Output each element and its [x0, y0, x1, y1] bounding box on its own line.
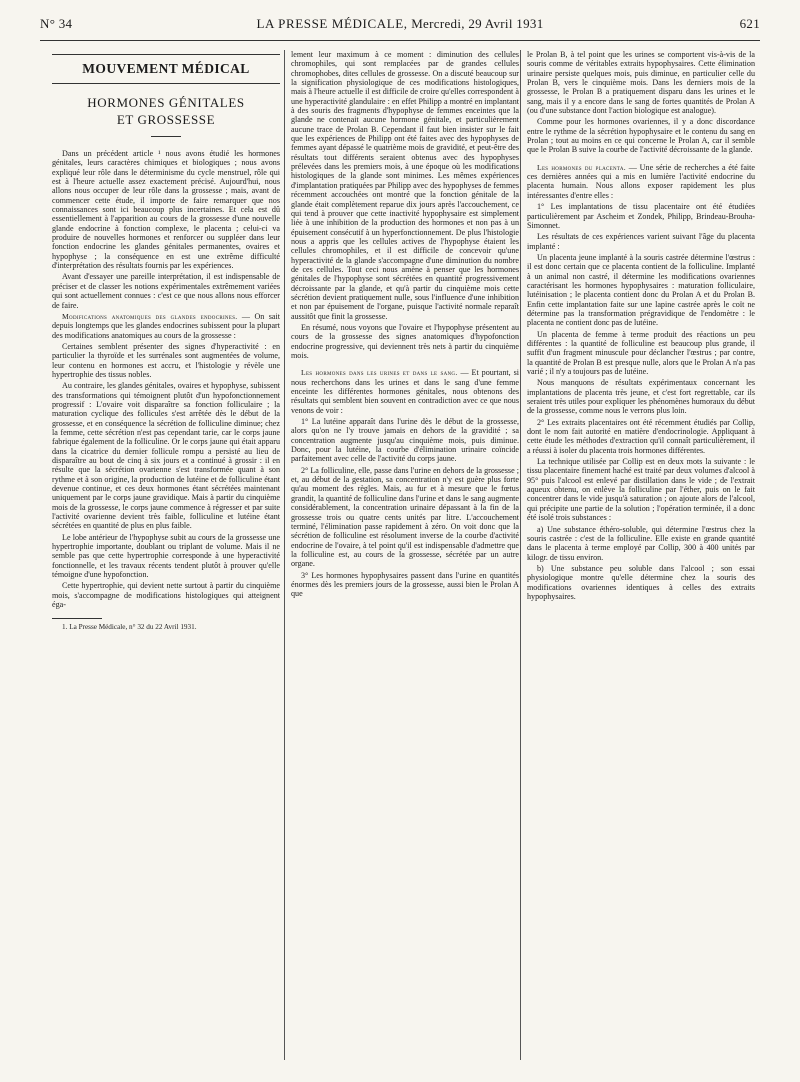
paragraph: En résumé, nous voyons que l'ovaire et l'hypophyse présentent au cours de la grossesse des signes anatomiques d'hypofonction endocrine progressive, qui deviennent très nets à partir du cinquième mois.	[291, 322, 519, 360]
paragraph: 2° Les extraits placentaires ont été récemment étudiés par Collip, dont le nom fait autorité en matière d'endocrinologie. Appliquant à cette étude les méthodes d'extraction qu'il connaît particulièrement, il a réussi à isoler du placenta trois hormones différentes.	[527, 417, 755, 455]
column-divider	[520, 50, 521, 1060]
paragraph: lement leur maximum à ce moment : diminution des cellules chromophiles, qui sont remplacées par de grandes cellules chromophobes, dites cellules de grossesse. On a discuté beaucoup sur la signification physiologique de ces modifications histologiques, mais à l'heure actuelle il est difficile de croire qu'elles correspondent à une hyperactivité glandulaire : en effet Philipp a montré en implantant à des souris des fragments d'hypophyse de femmes enceintes que la glande ne contenait aucune hormone génitale, et particulièrement aucune trace de Prolan B. Cependant il faut bien insister sur le fait que les expériences de Philipp ont été faites avec des hypophyses de femmes ayant dépassé le quatrième mois de gravidité, et peut-être des résultats tout différents seraient obtenus avec des hypophyses prélevées dans les premiers mois, à une époque où les modifications histologiques de la glande sont minimes. Les mêmes expériences d'implantation pratiquées par Philipp avec des hypophyses de femmes récemment accouchées ont montré que la fonction génitale de la glande était complètement reparue dix jours après l'accouchement, ce qui tend à prouver que cette inactivité hypophysaire est simplement liée à une inhibition de la production des hormones et non pas à un épuisement consécutif à un hyperfonctionnement. De plus l'histologie nous a appris que les cellules actives de l'hypophyse étaient les cellules chromophiles, et il est difficile de concevoir qu'une hyperactivité de la glande s'accompagne d'une diminution du nombre de ces cellules. Tout ceci nous amène à penser que les hormones génitales de l'hypophyse sont sécrétées en quantité progressivement décroissante par la glande, et qu'à partir du cinquième mois cette sécrétion devient pratiquement nulle, sous l'influence d'une inhibition et non par épuisement de l'organe, puisque l'activité normale reparaît aussitôt que finit la grossesse.	[291, 50, 519, 321]
paragraph: le Prolan B, à tel point que les urines se comportent vis-à-vis de la souris comme de véritables extraits hypophysaires. Cette élimination urinaire persiste quelques mois, puis diminue, en particulier celle du Prolan B, vers le cinquième mois. Dans les derniers mois de la grossesse, le Prolan B a pratiquement disparu dans les urines et le sang, mais il y a encore dans le sang de fortes quantités de Prolan A (ou d'une substance dont l'action biologique est analogue).	[527, 50, 755, 116]
issue-number: N° 34	[40, 16, 73, 31]
paragraph: Un placenta jeune implanté à la souris castrée détermine l'œstrus : il est donc certain que ce placenta contient de la folliculine. Implanté à un animal non castré, il détermine les modifications ovariennes caractérisant les hormones hypophysaires : maturation folliculaire, lutéinisation ; le placenta contient donc du Prolan A et du Prolan B. Enfin cette implantation faite sur une lapine castrée après le coït ne détermine pas la transformation prégravidique de l'endomètre : le placenta ne contient donc pas de lutéine.	[527, 252, 755, 328]
section-paragraph	[527, 163, 755, 200]
column-2	[291, 50, 519, 1055]
article-title-line2: ET GROSSESSE	[116, 112, 216, 127]
column-3	[527, 50, 755, 1055]
paragraph: Avant d'essayer une pareille interprétation, il est indispensable de préciser et de classer les notions expérimentales extrêmement variées qui sont actuellement connues : c'est ce que nous allons nous efforcer de faire.	[52, 272, 280, 310]
paragraph: a) Une substance éthéro-soluble, qui détermine l'œstrus chez la souris castrée : c'est de la folliculine. Elle existe en grande quantité dans le placenta à terme employé par Collip, 300 à 400 unités par kilogr. de tissu environ.	[527, 524, 755, 562]
footnote: 1. La Presse Médicale, n° 32 du 22 Avril 1931.	[62, 622, 197, 631]
section-paragraph	[52, 312, 280, 340]
paragraph: 1° La lutéine apparaît dans l'urine dès le début de la grossesse, alors qu'on ne l'y trouve jamais en dehors de la gravidité ; sa concentration augmente jusqu'au cinquième mois, puis diminue. Donc, pour la lutéine, la courbe d'élimination urinaire coïncide parfaitement avec celle de l'activité du corps jaune.	[291, 417, 519, 464]
issue-date: Mercredi, 29 Avril 1931	[411, 16, 544, 31]
paragraph: Dans un précédent article ¹ nous avons étudié les hormones génitales, leurs caractères chimiques et biologiques ; nous avons expliqué leur rôle dans le déterminisme du cycle menstruel, rôle qui est à l'heure actuelle assez exactement précisé. Aujourd'hui, nous allons nous occuper de leur rôle dans la grossesse ; mais, avant de commencer cette étude, il importe de faire remarquer que nos connaissances sont ici beaucoup plus incertaines. Et cela est dû essentiellement à l'apparition au cours de la grossesse d'une nouvelle glande endocrine à fonction complexe, le placenta ; celui-ci va produire de nouvelles hormones et renforcer ou suppléer dans leur fonction endocrine les glandes génitales permanentes, ovaires et hypophyse ; la conséquence en est une extrême difficulté d'interprétation des résultats fournis par les expériences.	[52, 149, 280, 271]
section-heading: Les hormones du placenta.	[537, 162, 626, 172]
column-1	[52, 50, 280, 1055]
paragraph: La technique utilisée par Collip est en deux mots la suivante : le tissu placentaire finement haché est traité par deux volumes d'alcool à 95° puis l'alcool est enlevé par distillation dans le vide ; de l'extrait aqueux obtenu, on enlève la folliculine par l'éther, puis on le fait concentrer dans le vide jusqu'à saturation ; on ajoute alors de l'alcool, qui précipite une partie de la solution ; l'opération terminée, il a donc été isolé trois substances :	[527, 457, 755, 523]
column-divider	[284, 50, 285, 1060]
article-title-line1: HORMONES GÉNITALES	[87, 95, 245, 110]
paragraph: Cette hypertrophie, qui devient nette surtout à partir du cinquième mois, s'accompagne de modifications histologiques qui atteignent éga-	[52, 581, 280, 610]
section-text: — Et pourtant, si nous recherchons dans les urines et dans le sang d'une femme enceinte les différentes hormones génitales, nous obtenons des résultats qui semblent bien souvent en contradiction avec ce que nous venons de voir :	[291, 368, 519, 415]
paragraph: Certaines semblent présenter des signes d'hyperactivité : en particulier la thyroïde et les surrénales sont augmentées de volume, leur contenu en hormones est accru, et l'histologie y révèle une hypertrophie des tissus nobles.	[52, 341, 280, 379]
paragraph: 3° Les hormones hypophysaires passent dans l'urine en quantités énormes dès les premiers jours de la grossesse, aussi bien le Prolan A que	[291, 570, 519, 599]
footnote-rule	[52, 618, 102, 619]
paragraph: Les résultats de ces expériences varient suivant l'âge du placenta implanté :	[527, 232, 755, 251]
paragraph: 2° La folliculine, elle, passe dans l'urine en dehors de la grossesse ; et, au début de la gestation, sa concentration n'y est guère plus forte qu'au moment des règles. Mais, au fur et à mesure que le fœtus grandit, la quantité de folliculine dans l'urine et dans le sang augmente considérablement, la concentration urinaire dépassant à la fin de la grossesse trois ou quatre cents unités par litre. L'accouchement terminé, l'élimination passe rapidement à zéro. On voit donc que la sécrétion de folliculine est résolument inverse de la courbe d'activité endocrine de l'ovaire, à tel point qu'il est indispensable d'admettre que la folliculine est, au cours de la grossesse, sécrétée par un autre organe.	[291, 465, 519, 569]
article-title	[52, 94, 280, 137]
paragraph: Au contraire, les glandes génitales, ovaires et hypophyse, subissent des transformations qui témoignent plutôt d'un hypofonctionnement progressif : L'ovaire voit disparaître sa fonction folliculaire ; la maturation cyclique des follicules s'est arrêtée dès le début de la grossesse, et en conséquence la sécrétion de folliculine diminue; chez la femme, cette sécrétion n'est pas cependant tarie, car le corps jaune fabrique également de la folliculine. Or le corps jaune qui était apparu dans la cicatrice du dernier follicule rompu a persisté au lieu de disparaître au bout de cinq à six jours et a continué à grossir : il en résulte que la sécrétion ovarienne s'est transformée quant à son rythme et à son origine, la production de lutéine et de folliculine étant devenue continue, et ces deux hormones étant sécrétées maintenant uniquement par le corps jaune gravidique. Mais à partir du cinquième mois de la grossesse, le corps jaune commence à régresser et par suite l'activité ovarienne devient très faible, folliculine et lutéine étant sécrétées en quantité de plus en plus faible.	[52, 381, 280, 531]
paragraph: b) Une substance peu soluble dans l'alcool ; son essai physiologique montre qu'elle détermine chez la souris des modifications ovariennes identiques à celles des extraits hypophysaires.	[527, 563, 755, 601]
page-header	[40, 16, 760, 38]
paragraph: Comme pour les hormones ovariennes, il y a donc discordance entre le rythme de la sécrétion hypophysaire et le contenu du sang en Prolan ; tout au moins en ce qui concerne le Prolan A, car il semble que le Prolan B suive la courbe de l'activité décroissante de la glande.	[527, 117, 755, 155]
page-number: 621	[739, 16, 760, 31]
paragraph: Un placenta de femme à terme produit des réactions un peu différentes : la quantité de folliculine est beaucoup plus grande, il suffit d'un fragment minuscule pour déclancher l'œstrus ; par contre, la quantité de Prolan B est presque nulle, alors que le Prolan A n'a pas varié ; il n'y a toujours pas de lutéine.	[527, 329, 755, 376]
section-heading: Les hormones dans les urines et dans le sang.	[301, 368, 458, 378]
paragraph: 1° Les implantations de tissu placentaire ont été étudiées particulièrement par Ascheim et Zondek, Philipp, Brindeau-Brouha-Simonnet.	[527, 202, 755, 230]
paragraph: Nous manquons de résultats expérimentaux concernant les implantations de placenta très jeune, et c'est fort regrettable, car ils seraient très utiles pour expliquer les phénomènes humoraux du début de la grossesse, comme nous le verrons plus loin.	[527, 378, 755, 416]
section-text: — Une série de recherches a été faite ces dernières années qui a mis en lumière l'activité endocrine du placenta humain. Nous allons exposer rapidement les plus intéressantes d'entre elles :	[527, 162, 755, 200]
paragraph: Le lobe antérieur de l'hypophyse subit au cours de la grossesse une hypertrophie importante, doublant ou triplant de volume. Mais il ne semble pas que cette hypertrophie corresponde à une hyperactivité fonctionnelle, et les travaux récents tendent plutôt à prouver qu'elle témoigne d'une hypofonction.	[52, 532, 280, 580]
header-rule	[40, 40, 760, 41]
title-divider	[151, 136, 181, 137]
section-heading: Modifications anatomiques des glandes endocrines.	[62, 311, 238, 321]
rubric-title: MOUVEMENT MÉDICAL	[52, 54, 280, 84]
section-text: — On sait depuis longtemps que les glandes endocrines subissent pour la plupart des modifications anatomiques au cours de la grossesse :	[52, 311, 280, 340]
section-paragraph	[291, 368, 519, 415]
journal-title	[40, 16, 760, 32]
journal-name: LA PRESSE MÉDICALE,	[256, 16, 408, 31]
